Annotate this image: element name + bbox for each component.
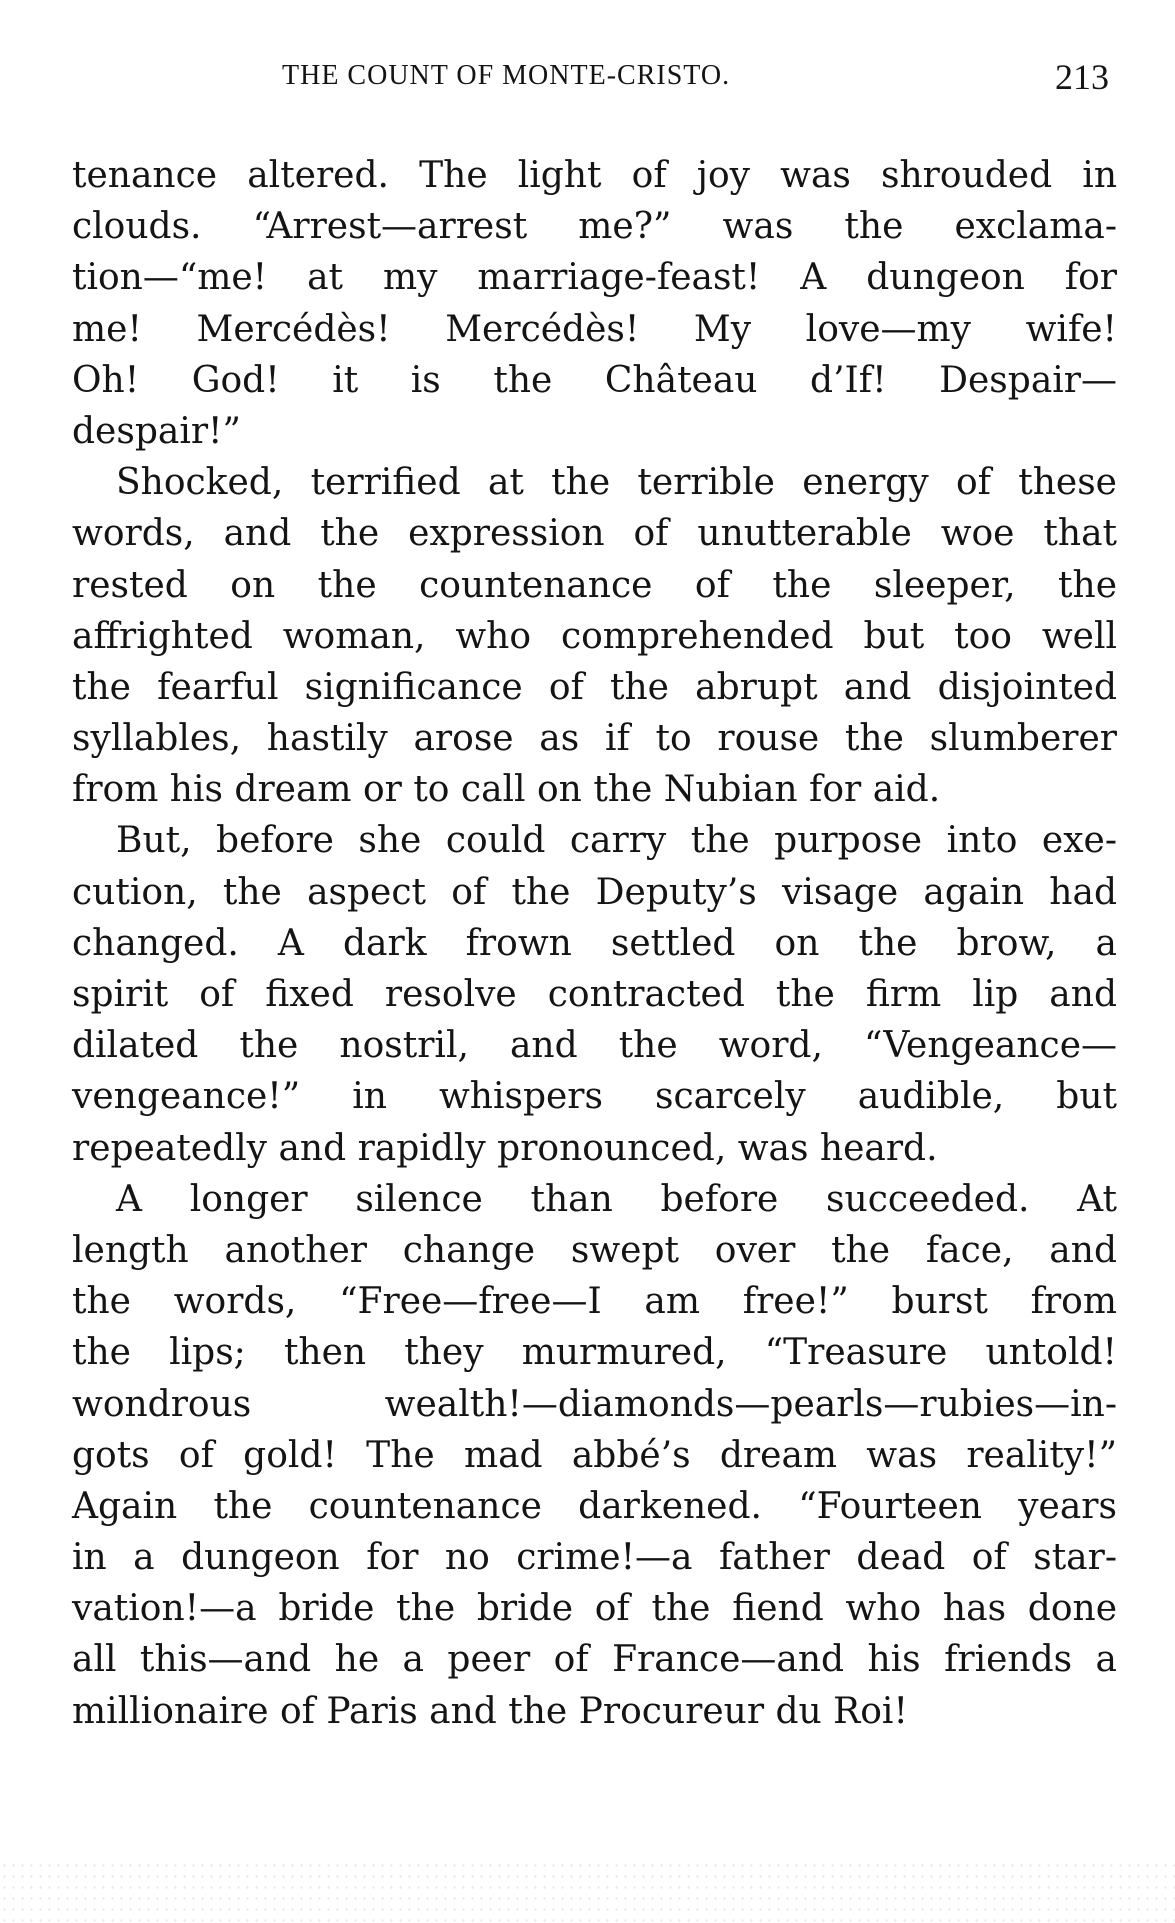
text-line: length another change swept over the face, and [72,1229,1117,1271]
paragraph-first-line: Shocked, terrified at the terrible energy of these [116,462,1117,504]
text-line: clouds. “Arrest—arrest me?” was the exclama- [72,206,1117,248]
text-line: Oh! God! it is the Château d’If! Despair— [72,359,1117,401]
text-line: millionaire of Paris and the Procureur du Roi! [72,1690,908,1732]
text-line: cution, the aspect of the Deputy’s visage again had [72,871,1117,913]
text-line: gots of gold! The mad abbé’s dream was reality!” [72,1434,1117,1476]
text-line: tion—“me! at my marriage-feast! A dungeon for [72,257,1117,299]
text-line: dilated the nostril, and the word, “Vengeance— [72,1025,1117,1067]
text-line: from his dream or to call on the Nubian for aid. [72,769,941,811]
text-line: me! Mercédès! Mercédès! My love—my wife! [72,308,1117,350]
paragraph-first-line: A longer silence than before succeeded. At [116,1178,1117,1220]
text-line: words, and the expression of unutterable woe that [72,513,1117,555]
text-line: despair!” [72,410,241,452]
text-line: spirit of fixed resolve contracted the firm lip and [72,974,1117,1015]
text-line: the lips; then they murmured, “Treasure untold! [72,1332,1117,1374]
text-line: the fearful significance of the abrupt and disjointed [72,666,1117,708]
text-line: Again the countenance darkened. “Fourteen years [72,1485,1117,1527]
paper-speckle-decoration [0,1860,1175,1923]
page-number: 213 [1055,57,1109,97]
text-line: vation!—a bride the bride of the fiend who has done [72,1588,1117,1630]
text-line: syllables, hastily arose as if to rouse the slumberer [72,718,1117,760]
text-line: wondrous wealth!—diamonds—pearls—rubies—in- [72,1383,1117,1425]
text-line: the words, “Free—free—I am free!” burst from [72,1281,1117,1323]
text-line: tenance altered. The light of joy was shrouded in [72,155,1117,196]
text-line: repeatedly and rapidly pronounced, was heard. [72,1127,938,1169]
text-line: affrighted woman, who comprehended but too well [72,615,1117,657]
text-line: changed. A dark frown settled on the brow, a [72,922,1117,964]
running-title: THE COUNT OF MONTE-CRISTO. [282,60,731,91]
text-line: all this—and he a peer of France—and his friends a [72,1639,1117,1681]
text-line: in a dungeon for no crime!—a father dead of star- [72,1537,1117,1579]
text-line: vengeance!” in whispers scarcely audible, but [72,1076,1117,1118]
running-header [72,57,1117,100]
body-text [72,150,1117,1737]
paragraph-first-line: But, before she could carry the purpose into exe- [116,820,1117,862]
text-line: rested on the countenance of the sleeper, the [72,564,1117,606]
